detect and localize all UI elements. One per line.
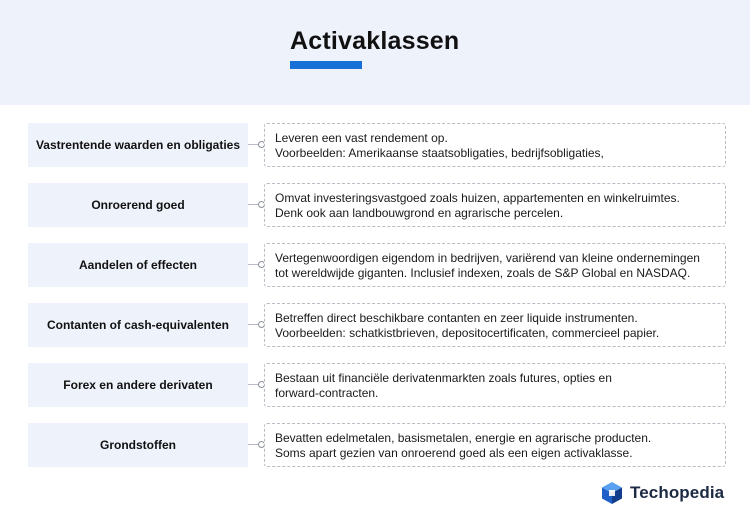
title-underline bbox=[290, 61, 362, 69]
asset-description bbox=[264, 123, 726, 167]
asset-row bbox=[28, 183, 726, 227]
asset-description bbox=[264, 423, 726, 467]
description-line: Leveren een vast rendement op. bbox=[275, 131, 448, 145]
asset-label: Vastrentende waarden en obligaties bbox=[28, 123, 248, 167]
description-line: forward-contracten. bbox=[275, 386, 379, 400]
asset-row bbox=[28, 423, 726, 467]
asset-row bbox=[28, 363, 726, 407]
description-line: Betreffen direct beschikbare contanten en zeer liquide instrumenten. bbox=[275, 311, 638, 325]
header-banner bbox=[0, 0, 750, 105]
asset-label: Grondstoffen bbox=[28, 423, 248, 467]
asset-label: Onroerend goed bbox=[28, 183, 248, 227]
description-line: Bestaan uit financiële derivatenmarkten zoals futures, opties en bbox=[275, 371, 612, 385]
asset-label: Contanten of cash-equivalenten bbox=[28, 303, 248, 347]
description-line: Voorbeelden: Amerikaanse staatsobligaties, bedrijfsobligaties, bbox=[275, 146, 604, 160]
asset-description bbox=[264, 303, 726, 347]
asset-row bbox=[28, 123, 726, 167]
asset-description bbox=[264, 243, 726, 287]
brand-logo bbox=[601, 480, 724, 506]
techopedia-cube-icon bbox=[601, 481, 623, 505]
asset-description bbox=[264, 363, 726, 407]
brand-name: Techopedia bbox=[630, 483, 725, 502]
description-line: Vertegenwoordigen eigendom in bedrijven, variërend van kleine ondernemingen bbox=[275, 251, 700, 265]
asset-label: Aandelen of effecten bbox=[28, 243, 248, 287]
description-line: Voorbeelden: schatkistbrieven, depositocertificaten, commercieel papier. bbox=[275, 326, 660, 340]
description-line: tot wereldwijde giganten. Inclusief indexen, zoals de S&P Global en NASDAQ. bbox=[275, 266, 691, 280]
asset-row bbox=[28, 243, 726, 287]
description-line: Denk ook aan landbouwgrond en agrarische percelen. bbox=[275, 206, 564, 220]
description-line: Bevatten edelmetalen, basismetalen, energie en agrarische producten. bbox=[275, 431, 652, 445]
description-line: Omvat investeringsvastgoed zoals huizen, appartementen en winkelruimtes. bbox=[275, 191, 680, 205]
asset-description bbox=[264, 183, 726, 227]
asset-label: Forex en andere derivaten bbox=[28, 363, 248, 407]
description-line: Soms apart gezien van onroerend goed als een eigen activaklasse. bbox=[275, 446, 633, 460]
asset-row bbox=[28, 303, 726, 347]
page-title: Activaklassen bbox=[290, 27, 460, 55]
